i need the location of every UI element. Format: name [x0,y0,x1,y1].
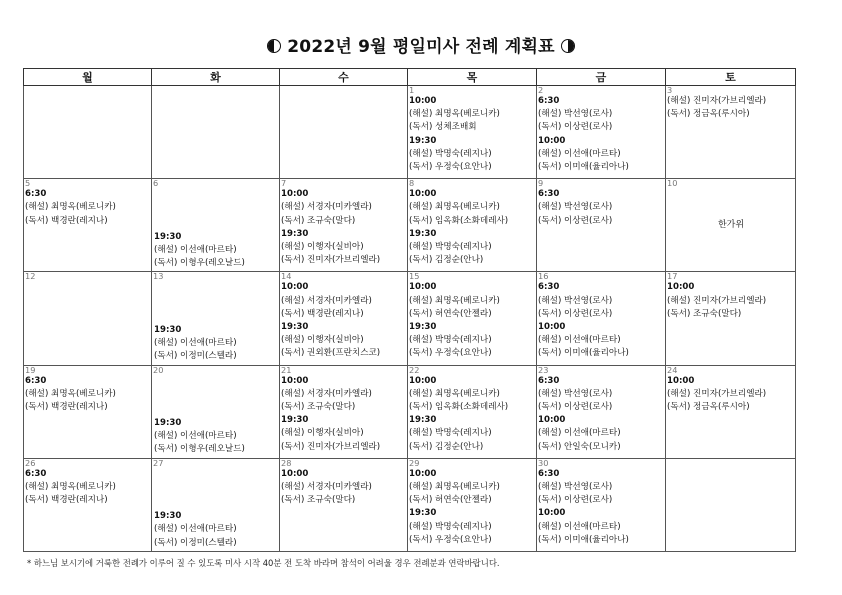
mass-time: 6:30 [538,282,560,293]
assignment-line: (해설) 이선애(마르타) [154,431,237,442]
day-cell-content [409,366,536,458]
day-cell [24,272,152,365]
assignment-line: (독서) 허연숙(안젤라) [409,495,492,506]
day-cell [408,458,537,551]
day-cell [280,86,408,179]
assignment-line: (해설) 서경자(미카엘라) [281,202,372,213]
day-cell-content [409,272,536,364]
assignment-line: (해설) 최명옥(베로니카) [25,202,116,213]
mass-time: 10:00 [538,321,566,332]
assignment-line: (해설) 최명옥(베로니카) [25,388,116,399]
assignment-line: (독서) 허연숙(안젤라) [409,308,492,319]
day-number: 6 [153,179,159,189]
assignment-line: (해설) 박선영(로사) [538,295,613,306]
mass-time: 10:00 [667,375,695,386]
header-sat: 토 [666,69,796,86]
assignment-line: (해설) 최명옥(베로니카) [409,109,500,120]
day-number: 28 [281,458,292,468]
day-cell [24,86,152,179]
day-cell-content [409,459,536,551]
day-cell [152,272,280,365]
assignment-line: (해설) 이선애(마르타) [154,524,237,535]
assignment-line: (독서) 조규숙(말다) [281,401,356,412]
evening-mass-block [154,324,237,364]
assignment-line: (해설) 박선영(로사) [538,388,613,399]
header-thu: 목 [408,69,537,86]
assignment-line: (독서) 이미애(율리아나) [538,162,629,173]
day-cell [537,179,666,272]
day-cell [408,179,537,272]
mass-time: 19:30 [409,228,437,239]
day-number: 13 [153,272,164,282]
day-cell-content [667,272,795,364]
assignment-line: (독서) 임옥화(소화데레사) [409,401,509,412]
day-number: 7 [281,179,287,189]
day-cell [408,272,537,365]
day-cell [24,365,152,458]
day-cell [537,272,666,365]
assignment-line: (해설) 박선영(로사) [538,109,613,120]
day-cell-content [281,272,407,364]
assignment-line: (해설) 박명숙(레지나) [409,521,492,532]
assignment-line: (해설) 이선애(마르타) [154,244,237,255]
mass-time: 6:30 [25,468,47,479]
day-cell-content [538,459,665,551]
assignment-line: (독서) 정금옥(루시아) [667,109,750,120]
assignment-line: (독서) 진미자(가브리엘라) [281,255,381,266]
assignment-line: (독서) 이상련(로사) [538,122,613,133]
day-number: 27 [153,458,164,468]
mass-time: 19:30 [409,321,437,332]
mass-time: 10:00 [409,189,437,200]
day-cell-content [25,86,151,178]
day-number: 8 [409,179,415,189]
day-cell-content [25,179,151,271]
evening-mass-block [154,231,245,271]
day-cell-content [667,86,795,178]
assignment-line: (독서) 권외환(프란치스코) [281,348,381,359]
assignment-line: (독서) 이상련(로사) [538,495,613,506]
half-moon-left-icon [267,39,281,53]
mass-time: 19:30 [281,321,309,332]
day-cell-content [153,179,279,271]
day-number: 21 [281,365,292,375]
mass-time: 6:30 [538,468,560,479]
day-number: 10 [667,179,678,189]
day-number: 14 [281,272,292,282]
mass-time: 19:30 [409,415,437,426]
assignment-line: (독서) 우정숙(요안나) [409,534,492,545]
day-number: 17 [667,272,678,282]
mass-time: 6:30 [25,189,47,200]
calendar-table [23,68,796,552]
assignment-line: (독서) 김정순(안나) [409,441,484,452]
mass-time: 10:00 [409,375,437,386]
assignment-line: (독서) 진미자(가브리엘라) [281,441,381,452]
mass-time: 6:30 [538,189,560,200]
mass-time: 19:30 [409,135,437,146]
day-cell [666,365,796,458]
day-cell-content [538,86,665,178]
week-row [24,86,796,179]
evening-mass-block [154,510,237,550]
day-number: 23 [538,365,549,375]
assignment-line: (해설) 박명숙(레지나) [409,335,492,346]
mass-time: 10:00 [538,135,566,146]
day-cell-content [667,179,795,271]
assignment-line: (해설) 최명옥(베로니카) [409,481,500,492]
day-cell-content [409,179,536,271]
week-row [24,272,796,365]
day-cell [24,458,152,551]
assignment-line: (해설) 박명숙(레지나) [409,242,492,252]
mass-time: 10:00 [538,508,566,519]
assignment-line: (해설) 이행자(실비아) [281,428,364,439]
mass-time: 10:00 [281,375,309,386]
assignment-line: (해설) 박선영(로사) [538,202,613,213]
mass-time: 6:30 [538,375,560,386]
day-cell [537,458,666,551]
day-cell [666,272,796,365]
header-tue: 화 [152,69,280,86]
day-cell-content [281,459,407,551]
assignment-line: (독서) 정금옥(루시아) [667,401,750,412]
assignment-line: (독서) 이정미(스텔라) [154,351,237,362]
assignment-line: (독서) 조규숙(말다) [281,495,356,506]
day-number: 29 [409,458,420,468]
day-cell [152,179,280,272]
assignment-line: (해설) 서경자(미카엘라) [281,295,372,306]
week-row [24,179,796,272]
day-cell [280,272,408,365]
assignment-line: (독서) 이상련(로사) [538,401,613,412]
assignment-line: (독서) 이미애(율리아나) [538,348,629,359]
day-number: 5 [25,179,31,189]
header-fri: 금 [537,69,666,86]
assignment-line: (해설) 진미자(가브리엘라) [667,295,767,306]
day-cell-content [25,366,151,458]
day-cell [666,458,796,551]
assignment-line: (해설) 서경자(미카엘라) [281,481,372,492]
day-cell [408,365,537,458]
assignment-line: (해설) 최명옥(베로니카) [409,295,500,306]
mass-time: 10:00 [667,282,695,293]
day-cell-content [409,86,536,178]
header-mon: 월 [24,69,152,86]
day-number: 1 [409,86,415,95]
assignment-line: (해설) 박명숙(레지나) [409,428,492,439]
day-cell-content [281,179,407,271]
day-cell-content [538,272,665,364]
mass-time: 10:00 [281,189,309,200]
assignment-line: (해설) 최명옥(베로니카) [409,388,500,399]
evening-mass-block [154,417,245,457]
day-cell [152,458,280,551]
day-number: 3 [667,86,673,95]
day-cell [152,365,280,458]
weekday-header-row [24,69,796,86]
mass-time: 6:30 [538,96,560,106]
day-cell-content [153,272,279,364]
assignment-line: (독서) 이형우(레오날드) [154,444,245,455]
calendar-body [24,86,796,552]
day-cell [666,86,796,179]
footnote: * 하느님 보시기에 거룩한 전례가 이루어 질 수 있도록 미사 시작 40분 전 도착 바라며 참석이 어려울 경우 전례분과 연락바랍니다. [27,558,500,568]
mass-time: 19:30 [409,508,437,519]
mass-time: 10:00 [409,282,437,293]
week-row [24,365,796,458]
day-number: 22 [409,365,420,375]
day-cell-content [281,366,407,458]
mass-time: 10:00 [281,282,309,293]
assignment-line: (해설) 이선애(마르타) [154,337,237,348]
assignment-line: (해설) 이행자(실비아) [281,242,364,252]
assignment-line: (독서) 백경란(레지나) [281,308,364,319]
mass-time: 19:30 [154,324,182,335]
day-number: 2 [538,86,544,95]
assignment-line: (해설) 최명옥(베로니카) [409,202,500,213]
assignment-line: (독서) 백경란(레지나) [25,495,108,506]
mass-time: 6:30 [25,375,47,386]
assignment-line: (독서) 이정미(스텔라) [154,537,237,548]
assignment-line: (독서) 성체조배회 [409,122,477,133]
mass-time: 19:30 [154,511,182,522]
header-wed: 수 [280,69,408,86]
day-number: 26 [25,458,36,468]
day-cell-content [25,272,151,364]
page-title [0,32,842,57]
assignment-line: (독서) 이상련(로사) [538,308,613,319]
assignment-line: (해설) 서경자(미카엘라) [281,388,372,399]
assignment-line: (독서) 이상련(로사) [538,215,613,226]
assignment-line: (해설) 진미자(가브리엘라) [667,388,767,399]
assignment-line: (해설) 이행자(실비아) [281,335,364,346]
day-cell-content [667,459,795,551]
mass-time: 19:30 [154,417,182,428]
title-text: 2022년 9월 평일미사 전례 계획표 [287,37,555,57]
holiday-label: 한가위 [717,220,745,231]
day-number: 19 [25,365,36,375]
day-cell [408,86,537,179]
assignment-line: (해설) 이선애(마르타) [538,521,621,532]
mass-time: 19:30 [281,228,309,239]
day-cell-content [25,459,151,551]
day-cell-content [538,366,665,458]
assignment-line: (독서) 백경란(레지나) [25,215,108,226]
assignment-line: (독서) 안일숙(모니카) [538,441,621,452]
day-cell [280,179,408,272]
assignment-line: (해설) 이선애(마르타) [538,428,621,439]
day-number: 20 [153,365,164,375]
day-cell [280,365,408,458]
assignment-line: (독서) 김정순(안나) [409,255,484,266]
day-cell-content [153,86,279,178]
assignment-line: (독서) 이형우(레오날드) [154,257,245,268]
day-number: 15 [409,272,420,282]
assignment-line: (해설) 이선애(마르타) [538,335,621,346]
assignment-line: (해설) 박명숙(레지나) [409,148,492,159]
day-cell [537,86,666,179]
assignment-line: (독서) 임옥화(소화데레사) [409,215,509,226]
assignment-line: (독서) 이미애(율리아나) [538,534,629,545]
day-cell [666,179,796,272]
mass-time: 19:30 [281,415,309,426]
day-cell-content [281,86,407,178]
day-number: 9 [538,179,544,189]
mass-time: 10:00 [409,468,437,479]
day-number: 24 [667,365,678,375]
day-number: 30 [538,458,549,468]
assignment-line: (해설) 이선애(마르타) [538,148,621,159]
day-cell [152,86,280,179]
day-number: 12 [25,272,36,282]
assignment-line: (독서) 우정숙(요안나) [409,348,492,359]
day-cell-content [538,179,665,271]
day-cell-content [667,366,795,458]
assignment-line: (독서) 조규숙(말다) [281,215,356,226]
mass-time: 10:00 [538,415,566,426]
assignment-line: (해설) 진미자(가브리엘라) [667,96,767,106]
mass-time: 19:30 [154,231,182,242]
assignment-line: (독서) 우정숙(요안나) [409,162,492,173]
assignment-line: (해설) 최명옥(베로니카) [25,481,116,492]
mass-time: 10:00 [281,468,309,479]
day-cell-content [153,366,279,458]
day-cell [24,179,152,272]
assignment-line: (독서) 조규숙(말다) [667,308,742,319]
week-row [24,458,796,551]
day-cell [280,458,408,551]
assignment-line: (독서) 백경란(레지나) [25,401,108,412]
assignment-line: (해설) 박선영(로사) [538,481,613,492]
day-cell [537,365,666,458]
day-cell-content [153,459,279,551]
day-number: 16 [538,272,549,282]
mass-time: 10:00 [409,96,437,106]
half-moon-right-icon [561,39,575,53]
